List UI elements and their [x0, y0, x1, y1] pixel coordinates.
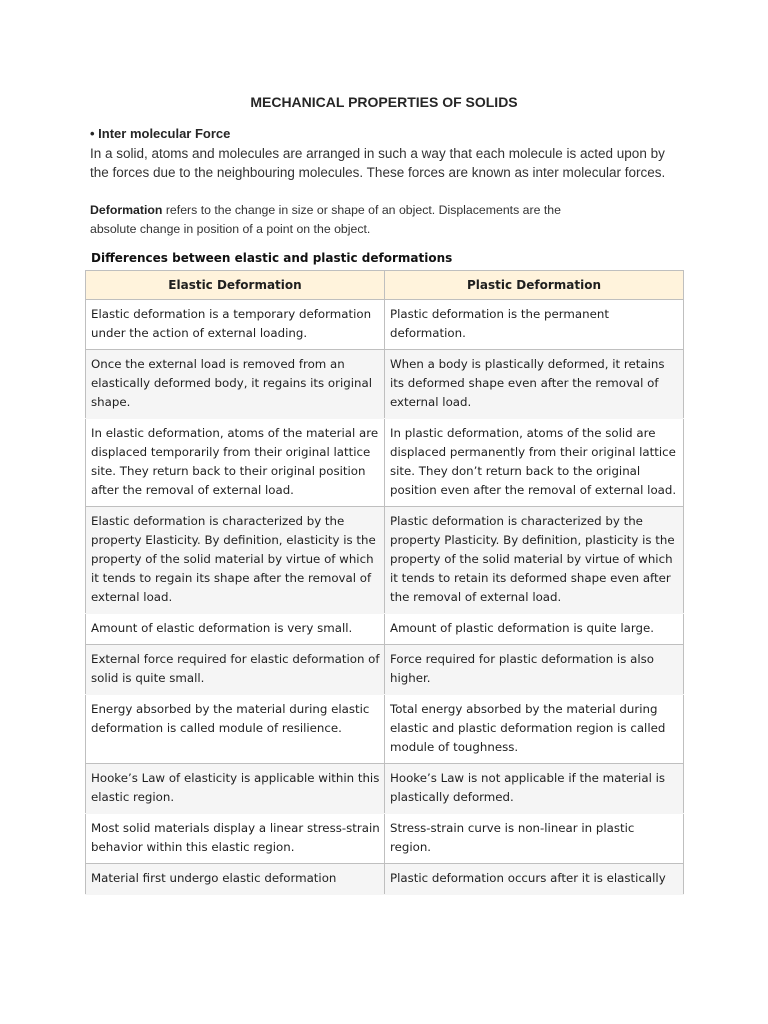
- differences-table: [85, 270, 684, 895]
- elastic-cell: Elastic deformation is a temporary deformation under the action of external loading.: [86, 300, 385, 350]
- elastic-cell: Hooke’s Law of elasticity is applicable within this elastic region.: [86, 764, 385, 814]
- plastic-cell: Amount of plastic deformation is quite large.: [385, 614, 684, 645]
- plastic-cell: Total energy absorbed by the material during elastic and plastic deformation region is called module of toughness.: [385, 695, 684, 764]
- table-row: [86, 614, 684, 645]
- plastic-cell: Plastic deformation is the permanent deformation.: [385, 300, 684, 350]
- table-row: [86, 645, 684, 695]
- elastic-cell: Material first undergo elastic deformation: [86, 864, 385, 895]
- table-row: [86, 695, 684, 764]
- table-row: [86, 350, 684, 419]
- elastic-cell: Energy absorbed by the material during elastic deformation is called module of resilience.: [86, 695, 385, 764]
- elastic-cell: Elastic deformation is characterized by the property Elasticity. By definition, elasticity is the property of the solid material by virtue of which it tends to regain its shape after the removal of external load.: [86, 507, 385, 614]
- plastic-cell: Stress-strain curve is non-linear in plastic region.: [385, 814, 684, 864]
- deformation-paragraph: [90, 201, 590, 238]
- plastic-cell: Plastic deformation occurs after it is elastically: [385, 864, 684, 895]
- intro-paragraph: In a solid, atoms and molecules are arranged in such a way that each molecule is acted upon by the forces due to the neighbouring molecules. These forces are known as inter molecular forces.: [90, 146, 666, 180]
- elastic-cell: In elastic deformation, atoms of the material are displaced temporarily from their original lattice site. They return back to their original position after the removal of external load.: [86, 419, 385, 507]
- table-row: [86, 764, 684, 814]
- column-header-elastic: Elastic Deformation: [86, 271, 385, 300]
- table-row: [86, 864, 684, 895]
- plastic-cell: In plastic deformation, atoms of the solid are displaced permanently from their original lattice site. They don’t return back to the original position even after the removal of external load.: [385, 419, 684, 507]
- table-header-row: [86, 271, 684, 300]
- plastic-cell: Force required for plastic deformation is also higher.: [385, 645, 684, 695]
- plastic-cell: Plastic deformation is characterized by the property Plasticity. By definition, plasticity is the property of the solid material by virtue of which it tends to retain its deformed shape even after the removal of external load.: [385, 507, 684, 614]
- deformation-definition: refers to the change in size or shape of an object. Displacements are the absolute change in position of a point on the object.: [90, 203, 561, 236]
- section-heading-intermolecular-force: • Inter molecular Force: [90, 126, 231, 141]
- elastic-cell: Once the external load is removed from an elastically deformed body, it regains its original shape.: [86, 350, 385, 419]
- plastic-cell: Hooke’s Law is not applicable if the material is plastically deformed.: [385, 764, 684, 814]
- table-row: [86, 507, 684, 614]
- deformation-term: Deformation: [90, 203, 163, 217]
- elastic-cell: Most solid materials display a linear stress-strain behavior within this elastic region.: [86, 814, 385, 864]
- column-header-plastic: Plastic Deformation: [385, 271, 684, 300]
- table-row: [86, 814, 684, 864]
- table-row: [86, 300, 684, 350]
- table-heading: Differences between elastic and plastic deformations: [91, 251, 453, 265]
- table-row: [86, 419, 684, 507]
- elastic-cell: External force required for elastic deformation of solid is quite small.: [86, 645, 385, 695]
- elastic-cell: Amount of elastic deformation is very small.: [86, 614, 385, 645]
- page-title: MECHANICAL PROPERTIES OF SOLIDS: [250, 94, 518, 110]
- plastic-cell: When a body is plastically deformed, it retains its deformed shape even after the removal of external load.: [385, 350, 684, 419]
